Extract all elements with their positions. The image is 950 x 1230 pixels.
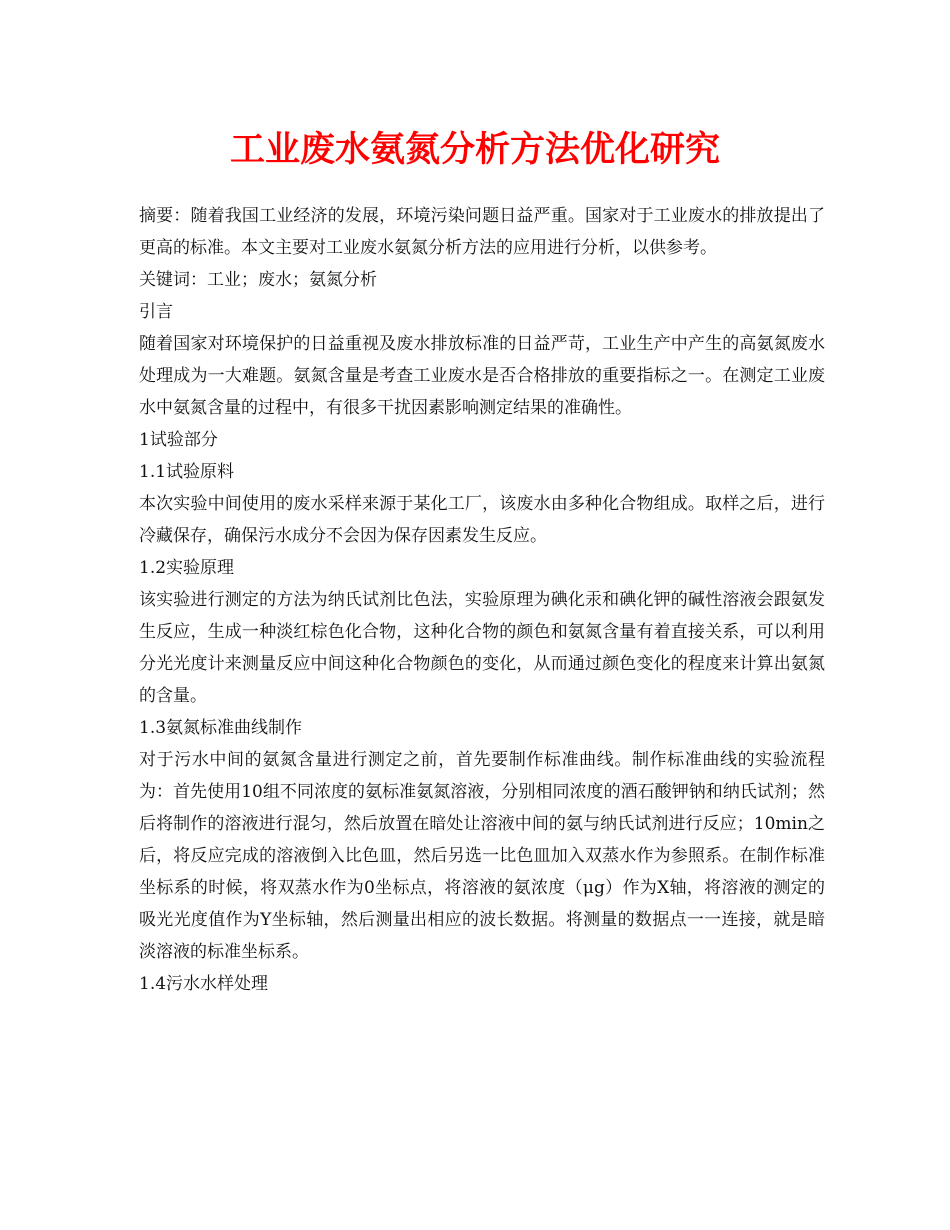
document-title: 工业废水氨氮分析方法优化研究 — [229, 129, 720, 170]
keywords-line: 关键词：工业；废水；氨氮分析 — [139, 270, 377, 290]
introduction-paragraph: 随着国家对环境保护的日益重视及废水排放标准的日益严苛，工业生产中产生的高氨氮废水处理成为一大难题。氨氮含量是考查工业废水是否合格排放的重要指标之一。在测定工业废水中氨氮含量的过程中，有很多干扰因素影响测定结果的准确性。 — [139, 334, 825, 418]
section-heading-1-4: 1.4污水水样处理 — [139, 974, 269, 994]
materials-paragraph: 本次实验中间使用的废水采样来源于某化工厂，该废水由多种化合物组成。取样之后，进行冷藏保存，确保污水成分不会因为保存因素发生反应。 — [139, 494, 825, 546]
abstract-paragraph: 摘要：随着我国工业经济的发展，环境污染问题日益严重。国家对于工业废水的排放提出了更高的标准。本文主要对工业废水氨氮分析方法的应用进行分析，以供参考。 — [139, 206, 825, 258]
section-heading-1-3: 1.3氨氮标准曲线制作 — [139, 718, 303, 738]
document-body — [139, 200, 825, 1000]
principle-paragraph: 该实验进行测定的方法为纳氏试剂比色法，实验原理为碘化汞和碘化钾的碱性溶液会跟氨发生反应，生成一种淡红棕色化合物，这种化合物的颜色和氨氮含量有着直接关系，可以利用分光光度计来测量反应中间这种化合物颜色的变化，从而通过颜色变化的程度来计算出氨氮的含量。 — [139, 590, 825, 706]
section-heading-1-2: 1.2实验原理 — [139, 558, 235, 578]
standard-curve-paragraph: 对于污水中间的氨氮含量进行测定之前，首先要制作标准曲线。制作标准曲线的实验流程为：首先使用10组不同浓度的氨标准氨氮溶液，分别相同浓度的酒石酸钾钠和纳氏试剂；然后将制作的溶液进行混匀，然后放置在暗处让溶液中间的氨与纳氏试剂进行反应；10min之后，将反应完成的溶液倒入比色皿，然后另选一比色皿加入双蒸水作为参照系。在制作标准坐标系的时候，将双蒸水作为0坐标点，将溶液的氨浓度（μg）作为X轴，将溶液的测定的吸光光度值作为Y坐标轴，然后测量出相应的波长数据。将测量的数据点一一连接，就是暗淡溶液的标准坐标系。 — [139, 750, 825, 962]
section-heading-1: 1试验部分 — [139, 430, 218, 450]
section-heading-introduction: 引言 — [139, 302, 173, 322]
section-heading-1-1: 1.1试验原料 — [139, 462, 235, 482]
